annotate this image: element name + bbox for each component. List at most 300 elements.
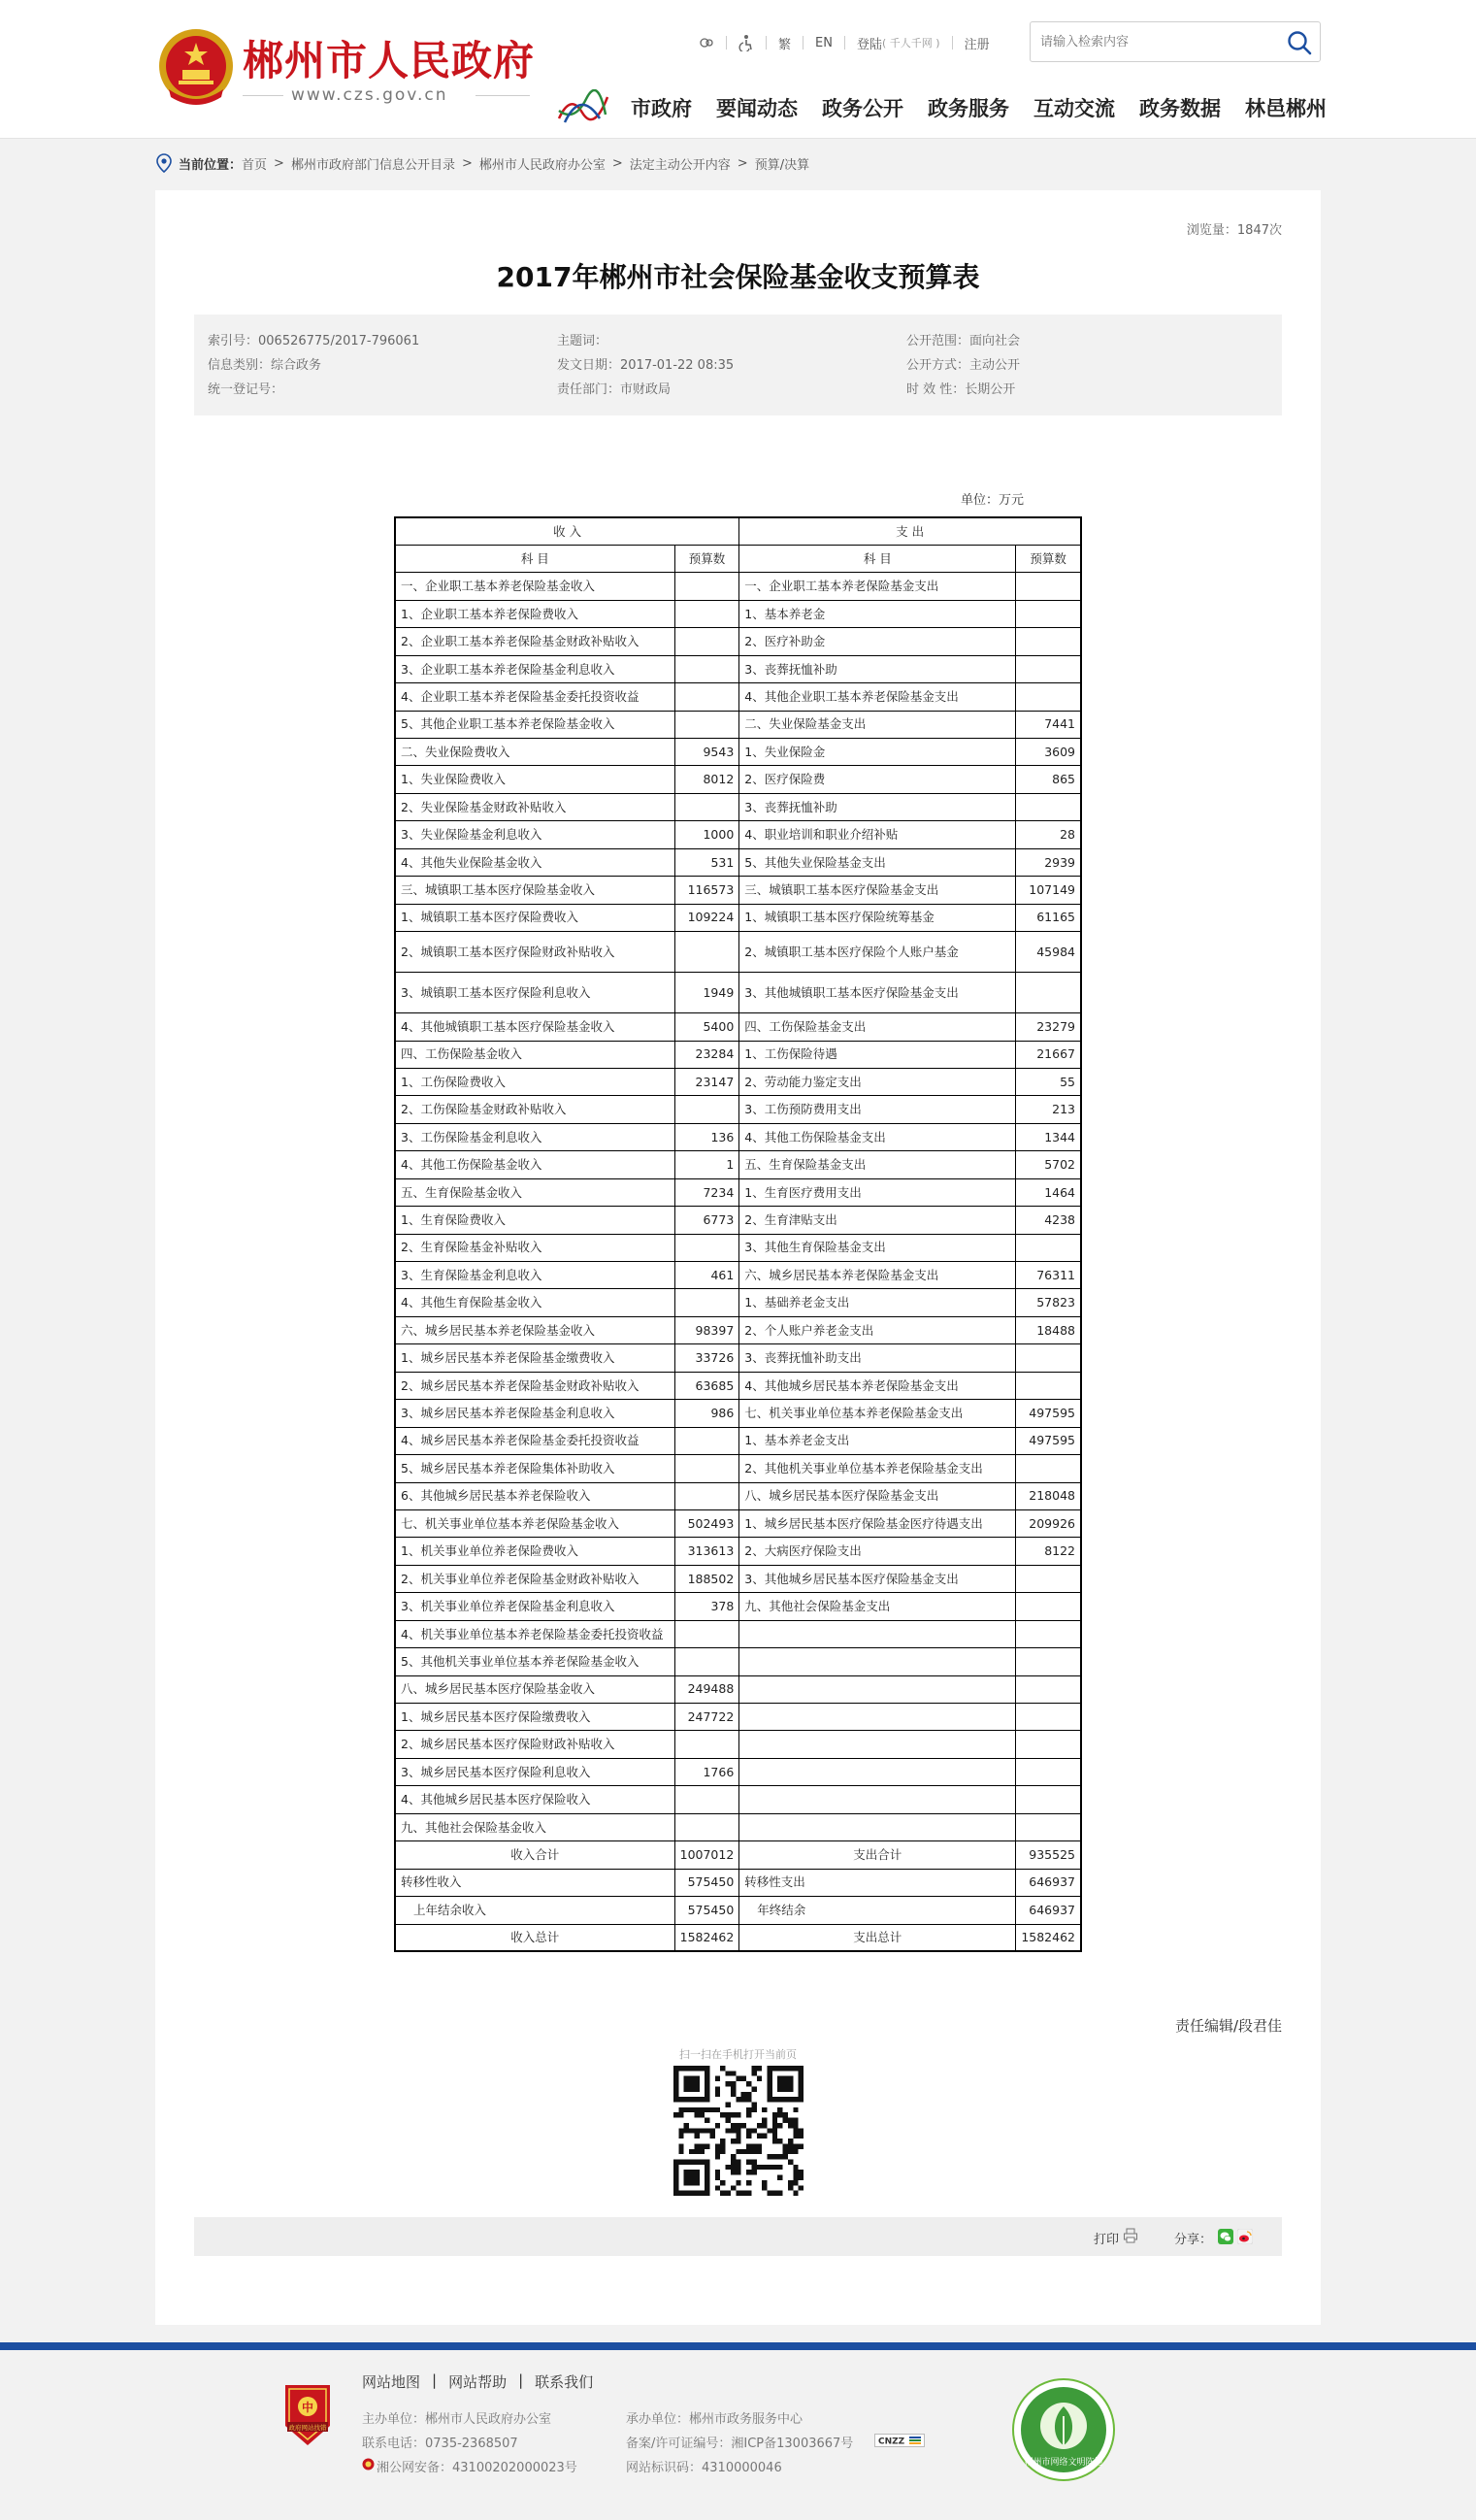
income-subject-cell: 3、城镇职工基本医疗保险利息收入 (395, 973, 674, 1013)
table-row (395, 766, 1081, 793)
income-budget-cell (674, 600, 739, 627)
table-total-row (395, 1841, 1081, 1869)
income-subject-cell: 4、其他城乡居民基本医疗保险收入 (395, 1786, 674, 1813)
search-icon[interactable] (1285, 28, 1314, 57)
income-subject-cell: 4、其他城镇职工基本医疗保险基金收入 (395, 1013, 674, 1041)
expense-subject-cell: 4、其他企业职工基本养老保险基金支出 (739, 683, 1016, 711)
income-subject-cell: 三、城镇职工基本医疗保险基金收入 (395, 877, 674, 904)
expense-subject-cell: 4、其他城乡居民基本养老保险基金支出 (739, 1372, 1016, 1399)
income-subject-cell: 6、其他城乡居民基本养老保险收入 (395, 1482, 674, 1509)
footer-icp[interactable]: 备案/许可证编号：湘ICP备13003667号 (626, 2437, 854, 2451)
divider (844, 36, 845, 50)
income-subject-cell: 七、机关事业单位基本养老保险基金收入 (395, 1509, 674, 1537)
income-budget-cell (674, 1455, 739, 1482)
table-row (395, 683, 1081, 711)
income-subject-cell: 3、生育保险基金利息收入 (395, 1262, 674, 1289)
decorative-lines-icon (557, 89, 609, 124)
income-budget-cell (674, 1482, 739, 1509)
expense-subject-cell: 2、个人账户养老金支出 (739, 1316, 1016, 1343)
income-budget-cell: 7234 (674, 1178, 739, 1206)
view-count: 浏览量：1847次 (1186, 223, 1282, 238)
income-subject-cell: 九、其他社会保险基金收入 (395, 1813, 674, 1840)
expense-budget-cell (1016, 1675, 1081, 1703)
income-budget-cell (674, 711, 739, 738)
table-row (395, 1234, 1081, 1261)
table-row (395, 821, 1081, 848)
footer-site-code: 网站标识码：4310000046 (626, 2461, 782, 2475)
expense-total-label: 转移性支出 (739, 1869, 1016, 1896)
expense-subject-cell: 3、丧葬抚恤补助支出 (739, 1344, 1016, 1372)
table-total-row (395, 1924, 1081, 1951)
income-subject-cell: 4、机关事业单位基本养老保险基金委托投资收益 (395, 1620, 674, 1647)
table-totals (395, 1841, 1081, 1952)
expense-budget-cell: 28 (1016, 821, 1081, 848)
table-row (395, 600, 1081, 627)
svg-text:中: 中 (301, 2401, 314, 2414)
income-subject-cell: 5、其他机关事业单位基本养老保险基金收入 (395, 1648, 674, 1675)
nav-linyi-chenzhou[interactable]: 林邑郴州 (1245, 97, 1327, 120)
divider (476, 95, 530, 96)
expense-subject-cell: 1、生育医疗费用支出 (739, 1178, 1016, 1206)
income-budget-cell: 986 (674, 1400, 739, 1427)
income-budget-cell: 1949 (674, 973, 739, 1013)
income-budget-cell: 1766 (674, 1758, 739, 1785)
breadcrumb-item[interactable]: 预算/决算 (754, 157, 810, 173)
expense-budget-cell (1016, 1455, 1081, 1482)
expense-subject-cell: 3、其他城乡居民基本医疗保险基金支出 (739, 1565, 1016, 1592)
expense-subject-cell: 2、大病医疗保险支出 (739, 1538, 1016, 1565)
footer-phone: 联系电话：0735-2368507 (362, 2437, 518, 2451)
table-row (395, 1096, 1081, 1123)
income-subject-cell: 5、其他企业职工基本养老保险基金收入 (395, 711, 674, 738)
income-budget-cell: 461 (674, 1262, 739, 1289)
table-row (395, 1400, 1081, 1427)
table-row (395, 1151, 1081, 1178)
expense-subject-cell: 三、城镇职工基本医疗保险基金支出 (739, 877, 1016, 904)
table-row (395, 573, 1081, 600)
income-budget-cell (674, 1731, 739, 1758)
breadcrumb-separator: > (274, 155, 284, 171)
expense-subject-cell: 5、其他失业保险基金支出 (739, 848, 1016, 876)
income-subject-cell: 1、机关事业单位养老保险费收入 (395, 1538, 674, 1565)
top-links (699, 31, 990, 54)
income-budget-cell: 98397 (674, 1316, 739, 1343)
qr-code-icon (673, 2066, 804, 2196)
expense-budget-cell: 76311 (1016, 1262, 1081, 1289)
expense-budget-cell: 55 (1016, 1068, 1081, 1095)
nav-news[interactable]: 要闻动态 (716, 97, 798, 120)
table-row (395, 1455, 1081, 1482)
income-total-label: 转移性收入 (395, 1869, 674, 1896)
expense-budget-cell (1016, 1344, 1081, 1372)
income-subject-cell: 2、机关事业单位养老保险基金财政补贴收入 (395, 1565, 674, 1592)
table-row (395, 1538, 1081, 1565)
income-subject-cell: 3、失业保险基金利息收入 (395, 821, 674, 848)
expense-subject-cell: 3、其他城镇职工基本医疗保险基金支出 (739, 973, 1016, 1013)
expense-budget-cell (1016, 1758, 1081, 1785)
footer-accent-bar (0, 2342, 1476, 2350)
income-total-value: 1007012 (674, 1841, 739, 1869)
divider (766, 36, 767, 50)
expense-budget-cell: 865 (1016, 766, 1081, 793)
income-budget-cell: 1000 (674, 821, 739, 848)
income-subject-cell: 二、失业保险费收入 (395, 739, 674, 766)
income-budget-cell (674, 683, 739, 711)
budget-table (394, 516, 1082, 1952)
nav-data[interactable]: 政务数据 (1139, 97, 1221, 120)
income-subject-cell: 四、工伤保险基金收入 (395, 1041, 674, 1068)
expense-subject-cell: 3、工伤预防费用支出 (739, 1096, 1016, 1123)
sitemap-link[interactable]: 网站地图 (362, 2373, 421, 2391)
expense-budget-cell: 213 (1016, 1096, 1081, 1123)
table-row (395, 628, 1081, 655)
meta-validity: 时 效 性：长期公开 (906, 382, 1016, 397)
expense-budget-cell: 218048 (1016, 1482, 1081, 1509)
table-row (395, 904, 1081, 931)
expense-subject-cell: 1、城乡居民基本医疗保险基金医疗待遇支出 (739, 1509, 1016, 1537)
expense-subject-cell: 3、丧葬抚恤补助 (739, 793, 1016, 820)
income-subject-cell: 2、生育保险基金补贴收入 (395, 1234, 674, 1261)
expense-budget-cell (1016, 1786, 1081, 1813)
expense-budget-cell (1016, 1704, 1081, 1731)
table-row (395, 1123, 1081, 1150)
expense-subject-cell (739, 1813, 1016, 1840)
income-budget-cell: 502493 (674, 1509, 739, 1537)
expense-budget-cell (1016, 1648, 1081, 1675)
location-pin-icon (155, 153, 173, 173)
meta-date: 发文日期：2017-01-22 08:35 (557, 358, 735, 373)
income-subject-cell: 4、企业职工基本养老保险基金委托投资收益 (395, 683, 674, 711)
table-row (395, 1316, 1081, 1343)
expense-subject-cell: 2、劳动能力鉴定支出 (739, 1068, 1016, 1095)
expense-budget-cell (1016, 1593, 1081, 1620)
divider (952, 36, 953, 50)
income-total-label: 收入总计 (395, 1924, 674, 1951)
income-total-label: 上年结余收入 (395, 1897, 674, 1924)
table-row (395, 1620, 1081, 1647)
expense-budget-cell (1016, 655, 1081, 682)
civilization-front-badge-icon[interactable] (1011, 2377, 1116, 2482)
expense-subject-cell: 4、职业培训和职业介绍补贴 (739, 821, 1016, 848)
column-header: 科 目 (739, 545, 1016, 572)
document-meta (194, 315, 1282, 415)
expense-subject-cell: 一、企业职工基本养老保险基金支出 (739, 573, 1016, 600)
table-row (395, 1786, 1081, 1813)
expense-subject-cell (739, 1786, 1016, 1813)
expense-subject-cell: 2、医疗补助金 (739, 628, 1016, 655)
income-subject-cell: 3、工伤保险基金利息收入 (395, 1123, 674, 1150)
nav-government[interactable]: 市政府 (631, 97, 692, 120)
responsible-editor: 责任编辑/段君佳 (1174, 2017, 1282, 2035)
income-subject-cell: 五、生育保险基金收入 (395, 1178, 674, 1206)
table-row (395, 711, 1081, 738)
expense-budget-cell: 7441 (1016, 711, 1081, 738)
contact-link[interactable]: 联系我们 (535, 2373, 594, 2391)
income-subject-cell: 1、城乡居民基本医疗保险缴费收入 (395, 1704, 674, 1731)
meta-category: 信息类别：综合政务 (208, 358, 322, 373)
police-badge-icon (362, 2458, 375, 2470)
expense-subject-cell: 1、基本养老金 (739, 600, 1016, 627)
income-subject-cell: 3、企业职工基本养老保险基金利息收入 (395, 655, 674, 682)
help-link[interactable]: 网站帮助 (448, 2373, 508, 2391)
expense-budget-cell: 1464 (1016, 1178, 1081, 1206)
table-row (395, 877, 1081, 904)
table-row (395, 1041, 1081, 1068)
table-row (395, 1482, 1081, 1509)
footer-links (362, 2371, 593, 2392)
table-row (395, 1427, 1081, 1454)
income-header: 收 入 (395, 517, 739, 545)
eye-care-icon[interactable] (699, 35, 714, 50)
breadcrumb-separator: > (461, 155, 473, 171)
expense-subject-cell: 3、丧葬抚恤补助 (739, 655, 1016, 682)
expense-budget-cell (1016, 973, 1081, 1013)
expense-budget-cell: 61165 (1016, 904, 1081, 931)
table-row (395, 1704, 1081, 1731)
income-subject-cell: 4、其他失业保险基金收入 (395, 848, 674, 876)
income-total-value: 575450 (674, 1869, 739, 1896)
printer-icon[interactable] (1123, 2228, 1138, 2243)
expense-subject-cell (739, 1758, 1016, 1785)
expense-subject-cell: 1、工伤保险待遇 (739, 1041, 1016, 1068)
table-row (395, 1509, 1081, 1537)
breadcrumb-separator: > (611, 155, 623, 171)
table-row (395, 1593, 1081, 1620)
income-budget-cell: 23147 (674, 1068, 739, 1095)
expense-header: 支 出 (739, 517, 1081, 545)
table-header-row (395, 517, 1081, 545)
table-total-row (395, 1897, 1081, 1924)
table-row (395, 655, 1081, 682)
meta-reg-no: 统一登记号： (208, 382, 284, 397)
income-subject-cell: 1、城镇职工基本医疗保险费收入 (395, 904, 674, 931)
table-row (395, 1068, 1081, 1095)
income-subject-cell: 六、城乡居民基本养老保险基金收入 (395, 1316, 674, 1343)
search-input[interactable] (1040, 31, 1273, 52)
login-link[interactable]: 登陆 (856, 37, 882, 52)
income-budget-cell: 33726 (674, 1344, 739, 1372)
divider (803, 36, 804, 50)
income-budget-cell: 8012 (674, 766, 739, 793)
income-budget-cell (674, 1620, 739, 1647)
expense-subject-cell: 2、城镇职工基本医疗保险个人账户基金 (739, 932, 1016, 973)
income-subject-cell: 2、城镇职工基本医疗保险财政补贴收入 (395, 932, 674, 973)
expense-subject-cell: 六、城乡居民基本养老保险基金支出 (739, 1262, 1016, 1289)
expense-total-label: 年终结余 (739, 1897, 1016, 1924)
footer-police-record[interactable]: 湘公网安备：43100202000023号 (377, 2461, 577, 2475)
divider: | (432, 2371, 438, 2389)
expense-budget-cell: 107149 (1016, 877, 1081, 904)
expense-total-label: 支出总计 (739, 1924, 1016, 1951)
income-budget-cell (674, 1289, 739, 1316)
income-total-label: 收入合计 (395, 1841, 674, 1869)
income-budget-cell: 1 (674, 1151, 739, 1178)
national-emblem-icon (157, 25, 235, 107)
expense-budget-cell: 2939 (1016, 848, 1081, 876)
expense-subject-cell: 七、机关事业单位基本养老保险基金支出 (739, 1400, 1016, 1427)
error-report-badge-icon[interactable] (281, 2383, 334, 2447)
income-subject-cell: 4、其他生育保险基金收入 (395, 1289, 674, 1316)
expense-subject-cell (739, 1704, 1016, 1731)
income-subject-cell: 2、城乡居民基本医疗保险财政补贴收入 (395, 1731, 674, 1758)
expense-budget-cell (1016, 1731, 1081, 1758)
expense-budget-cell: 45984 (1016, 932, 1081, 973)
expense-budget-cell (1016, 1372, 1081, 1399)
income-budget-cell (674, 1786, 739, 1813)
table-row (395, 1344, 1081, 1372)
civil-badge-text: 郴州市网络文明阵地 (1024, 2458, 1103, 2468)
expense-subject-cell: 1、基本养老金支出 (739, 1427, 1016, 1454)
income-budget-cell: 313613 (674, 1538, 739, 1565)
breadcrumb-item[interactable]: 法定主动公开内容 (629, 157, 731, 173)
weibo-share-icon[interactable] (1237, 2229, 1253, 2244)
income-budget-cell: 23284 (674, 1041, 739, 1068)
income-subject-cell: 1、企业职工基本养老保险费收入 (395, 600, 674, 627)
table-body (395, 573, 1081, 1841)
expense-budget-cell: 3609 (1016, 739, 1081, 766)
income-subject-cell: 2、失业保险基金财政补贴收入 (395, 793, 674, 820)
meta-dept: 责任部门：市财政局 (557, 382, 672, 397)
income-budget-cell: 136 (674, 1123, 739, 1150)
accessibility-icon[interactable] (738, 34, 754, 51)
expense-total-value: 646937 (1016, 1869, 1081, 1896)
expense-budget-cell (1016, 1565, 1081, 1592)
site-header (0, 0, 1476, 139)
nav-public-affairs[interactable]: 政务公开 (822, 97, 903, 120)
income-total-value: 1582462 (674, 1924, 739, 1951)
expense-budget-cell: 5702 (1016, 1151, 1081, 1178)
print-button[interactable]: 打印 (1093, 2233, 1119, 2247)
expense-subject-cell: 2、生育津贴支出 (739, 1207, 1016, 1234)
table-total-row (395, 1869, 1081, 1896)
search-box (1030, 21, 1321, 62)
expense-budget-cell: 209926 (1016, 1509, 1081, 1537)
column-header: 科 目 (395, 545, 674, 572)
income-budget-cell: 188502 (674, 1565, 739, 1592)
expense-budget-cell (1016, 573, 1081, 600)
expense-budget-cell (1016, 1620, 1081, 1647)
income-budget-cell: 63685 (674, 1372, 739, 1399)
expense-subject-cell: 四、工伤保险基金支出 (739, 1013, 1016, 1041)
expense-subject-cell (739, 1731, 1016, 1758)
site-url: www.czs.gov.cn (291, 85, 448, 105)
breadcrumb-label: 当前位置： (179, 157, 243, 173)
expense-subject-cell (739, 1675, 1016, 1703)
action-bar (194, 2217, 1282, 2256)
income-budget-cell: 378 (674, 1593, 739, 1620)
unit-label: 单位：万元 (961, 493, 1025, 508)
expense-subject-cell: 1、基础养老金支出 (739, 1289, 1016, 1316)
expense-subject-cell: 4、其他工伤保险基金支出 (739, 1123, 1016, 1150)
income-budget-cell (674, 1648, 739, 1675)
income-subject-cell: 4、城乡居民基本养老保险基金委托投资收益 (395, 1427, 674, 1454)
english-link[interactable]: EN (815, 35, 833, 50)
expense-budget-cell (1016, 683, 1081, 711)
expense-budget-cell: 1344 (1016, 1123, 1081, 1150)
expense-budget-cell: 497595 (1016, 1400, 1081, 1427)
table-row (395, 1178, 1081, 1206)
income-subject-cell: 八、城乡居民基本医疗保险基金收入 (395, 1675, 674, 1703)
breadcrumb-separator: > (737, 155, 748, 171)
table-header-row (395, 545, 1081, 572)
table-row (395, 932, 1081, 973)
table-row (395, 1758, 1081, 1785)
breadcrumb-item[interactable]: 郴州市人民政府办公室 (478, 157, 606, 173)
expense-subject-cell (739, 1648, 1016, 1675)
income-budget-cell (674, 628, 739, 655)
badge-text: 政府网站找错 (288, 2424, 327, 2432)
income-budget-cell: 249488 (674, 1675, 739, 1703)
income-subject-cell: 2、企业职工基本养老保险基金财政补贴收入 (395, 628, 674, 655)
cnzz-stats-icon[interactable] (874, 2434, 925, 2447)
nav-interaction[interactable]: 互动交流 (1033, 97, 1115, 120)
breadcrumb (155, 153, 809, 173)
wechat-share-icon[interactable] (1218, 2229, 1233, 2244)
breadcrumb-item[interactable]: 首页 (242, 157, 268, 173)
expense-subject-cell: 二、失业保险基金支出 (739, 711, 1016, 738)
column-header: 预算数 (674, 545, 739, 572)
expense-budget-cell: 18488 (1016, 1316, 1081, 1343)
income-budget-cell: 116573 (674, 877, 739, 904)
register-link[interactable]: 注册 (964, 37, 990, 52)
table-row (395, 1372, 1081, 1399)
expense-total-value: 1582462 (1016, 1924, 1081, 1951)
cnzz-text: CNZZ (878, 2437, 905, 2447)
table-row (395, 1648, 1081, 1675)
traditional-chinese-link[interactable]: 繁 (778, 37, 792, 52)
income-subject-cell: 1、生育保险费收入 (395, 1207, 674, 1234)
expense-budget-cell (1016, 1234, 1081, 1261)
expense-budget-cell: 497595 (1016, 1427, 1081, 1454)
site-title[interactable]: 郴州市人民政府 (243, 37, 536, 84)
expense-budget-cell: 21667 (1016, 1041, 1081, 1068)
expense-budget-cell: 8122 (1016, 1538, 1081, 1565)
income-budget-cell: 6773 (674, 1207, 739, 1234)
expense-total-label: 支出合计 (739, 1841, 1016, 1869)
income-budget-cell (674, 793, 739, 820)
income-budget-cell (674, 1427, 739, 1454)
income-subject-cell: 1、工伤保险费收入 (395, 1068, 674, 1095)
expense-subject-cell: 2、其他机关事业单位基本养老保险基金支出 (739, 1455, 1016, 1482)
table-row (395, 1207, 1081, 1234)
income-budget-cell: 109224 (674, 904, 739, 931)
income-subject-cell: 3、城乡居民基本医疗保险利息收入 (395, 1758, 674, 1785)
expense-total-value: 646937 (1016, 1897, 1081, 1924)
table-row (395, 848, 1081, 876)
table-row (395, 1731, 1081, 1758)
nav-services[interactable]: 政务服务 (928, 97, 1009, 120)
divider (243, 95, 283, 96)
income-budget-cell (674, 573, 739, 600)
expense-budget-cell (1016, 628, 1081, 655)
table-row (395, 1565, 1081, 1592)
expense-subject-cell: 1、失业保险金 (739, 739, 1016, 766)
table-row (395, 1289, 1081, 1316)
breadcrumb-item[interactable]: 郴州市政府部门信息公开目录 (290, 157, 455, 173)
expense-subject-cell (739, 1620, 1016, 1647)
table-row (395, 1013, 1081, 1041)
qr-caption: 扫一扫在手机打开当前页 (679, 2048, 797, 2061)
income-subject-cell: 2、城乡居民基本养老保险基金财政补贴收入 (395, 1372, 674, 1399)
expense-budget-cell: 23279 (1016, 1013, 1081, 1041)
income-subject-cell: 1、城乡居民基本养老保险基金缴费收入 (395, 1344, 674, 1372)
main-nav (631, 93, 1327, 122)
income-budget-cell (674, 1096, 739, 1123)
income-subject-cell: 5、城乡居民基本养老保险集体补助收入 (395, 1455, 674, 1482)
expense-budget-cell: 57823 (1016, 1289, 1081, 1316)
meta-index-no: 索引号：006526775/2017-796061 (208, 334, 420, 348)
column-header: 预算数 (1016, 545, 1081, 572)
